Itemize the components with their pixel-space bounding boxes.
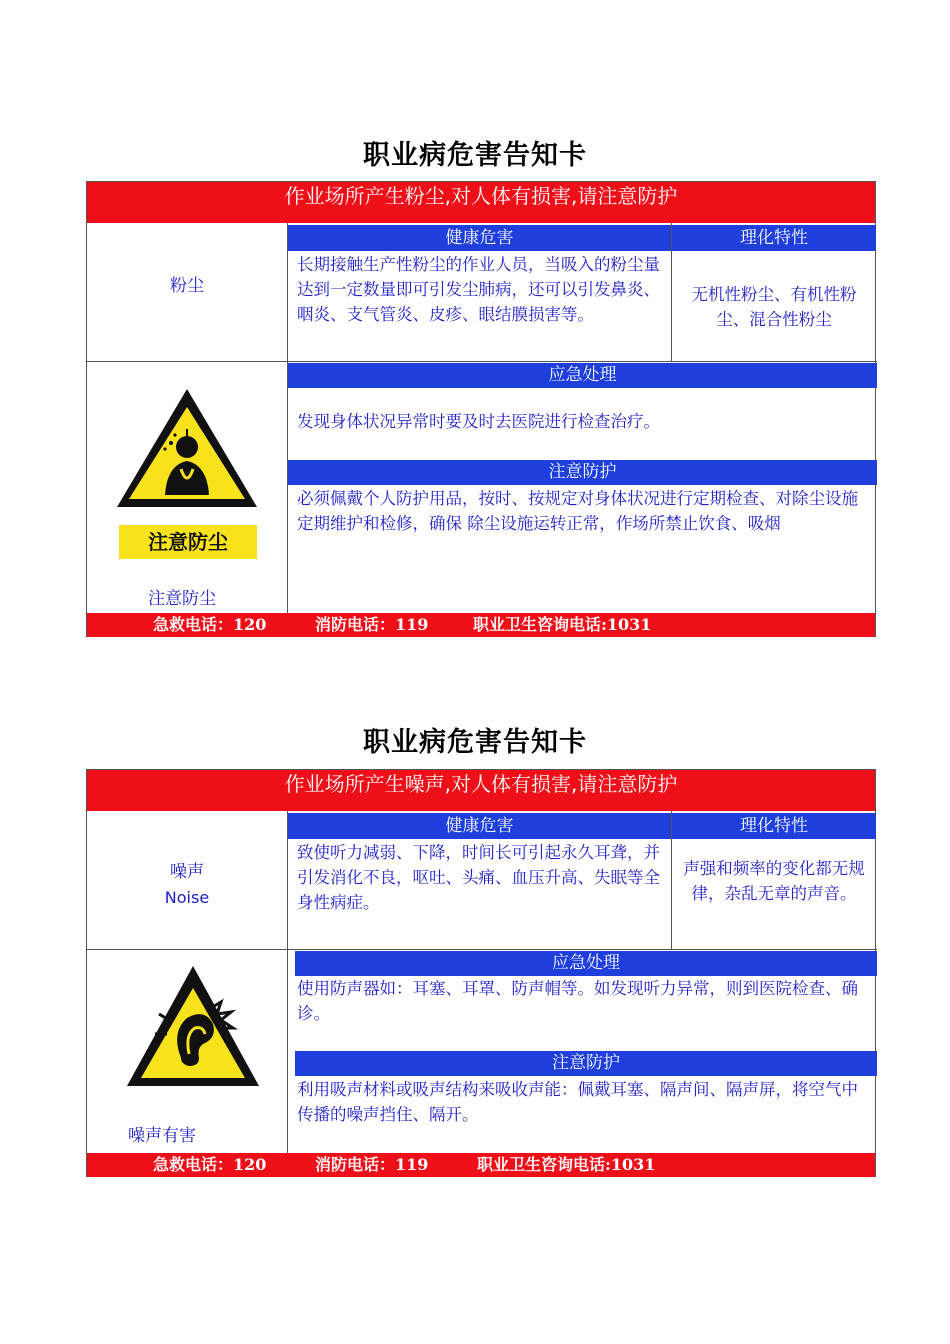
fire-phone: 消防电话：119 (315, 1155, 429, 1174)
consult-phone: 职业卫生咨询电话:1031 (473, 615, 652, 634)
emergency-header: 应急处理 (295, 951, 877, 976)
emergency-text: 使用防声器如：耳塞、耳罩、防声帽等。如发现听力异常，则到医院检查、确诊。 (297, 979, 858, 1023)
card2-title: 职业病危害告知卡 (363, 727, 587, 758)
first-aid-phone: 急救电话：120 (153, 615, 267, 634)
divider (287, 811, 288, 1153)
protection-text: 必须佩戴个人防护用品，按时、按规定对身体状况进行定期检查、对除尘设施定期维护和检修，确保 除尘设施运转正常，作场所禁止饮食、吸烟 (297, 489, 858, 533)
divider (287, 361, 877, 362)
consult-phone: 职业卫生咨询电话:1031 (477, 1155, 656, 1174)
sign-label: 注意防尘 (148, 530, 228, 554)
fire-phone: 消防电话：119 (315, 615, 429, 634)
health-header: 健康危害 (288, 813, 671, 839)
divider (87, 361, 287, 362)
props-header: 理化特性 (672, 225, 876, 251)
divider (87, 949, 287, 950)
divider (287, 223, 288, 613)
dust-warning-sign (105, 377, 270, 577)
protection-text: 利用吸声材料或吸声结构来吸收声能：佩戴耳塞、隔声间、隔声屏，将空气中传播的噪声挡住、隔开。 (297, 1080, 858, 1124)
card1-footer (87, 613, 875, 637)
divider (287, 949, 877, 950)
protection-header: 注意防护 (295, 1051, 877, 1076)
hazard-name-en: Noise (164, 888, 210, 907)
sign-caption: 噪声有害 (128, 1126, 196, 1146)
card1-banner: 作业场所产生粉尘,对人体有损害,请注意防护 (87, 182, 875, 223)
hazard-name: 粉尘 (170, 276, 204, 296)
emergency-text: 发现身体状况异常时要及时去医院进行检查治疗。 (297, 412, 660, 431)
health-text: 长期接触生产性粉尘的作业人员，当吸入的粉尘量达到一定数量即可引发尘肺病，还可以引发鼻炎、咽炎、支气管炎、皮疹、眼结膜损害等。 (297, 255, 660, 324)
props-header: 理化特性 (672, 813, 876, 839)
props-text: 声强和频率的变化都无规律，杂乱无章的声音。 (683, 859, 865, 903)
card2-noise (86, 769, 876, 1177)
card1-dust (86, 181, 876, 637)
noise-warning-sign (123, 962, 263, 1092)
props-text: 无机性粉尘、有机性粉尘、混合性粉尘 (691, 285, 857, 329)
emergency-header: 应急处理 (288, 363, 877, 388)
card2-banner: 作业场所产生噪声,对人体有损害,请注意防护 (87, 770, 875, 811)
sign-caption: 注意防尘 (148, 589, 216, 609)
health-text: 致使听力减弱、下降，时间长可引起永久耳聋，并引发消化不良，呕吐、头痛、血压升高、失眠等全身性病症。 (297, 843, 660, 912)
protection-header: 注意防护 (288, 460, 877, 485)
first-aid-phone: 急救电话：120 (153, 1155, 267, 1174)
card1-title: 职业病危害告知卡 (363, 140, 587, 171)
hazard-name: 噪声 (170, 862, 204, 882)
card2-footer (87, 1153, 875, 1177)
health-header: 健康危害 (288, 225, 671, 251)
